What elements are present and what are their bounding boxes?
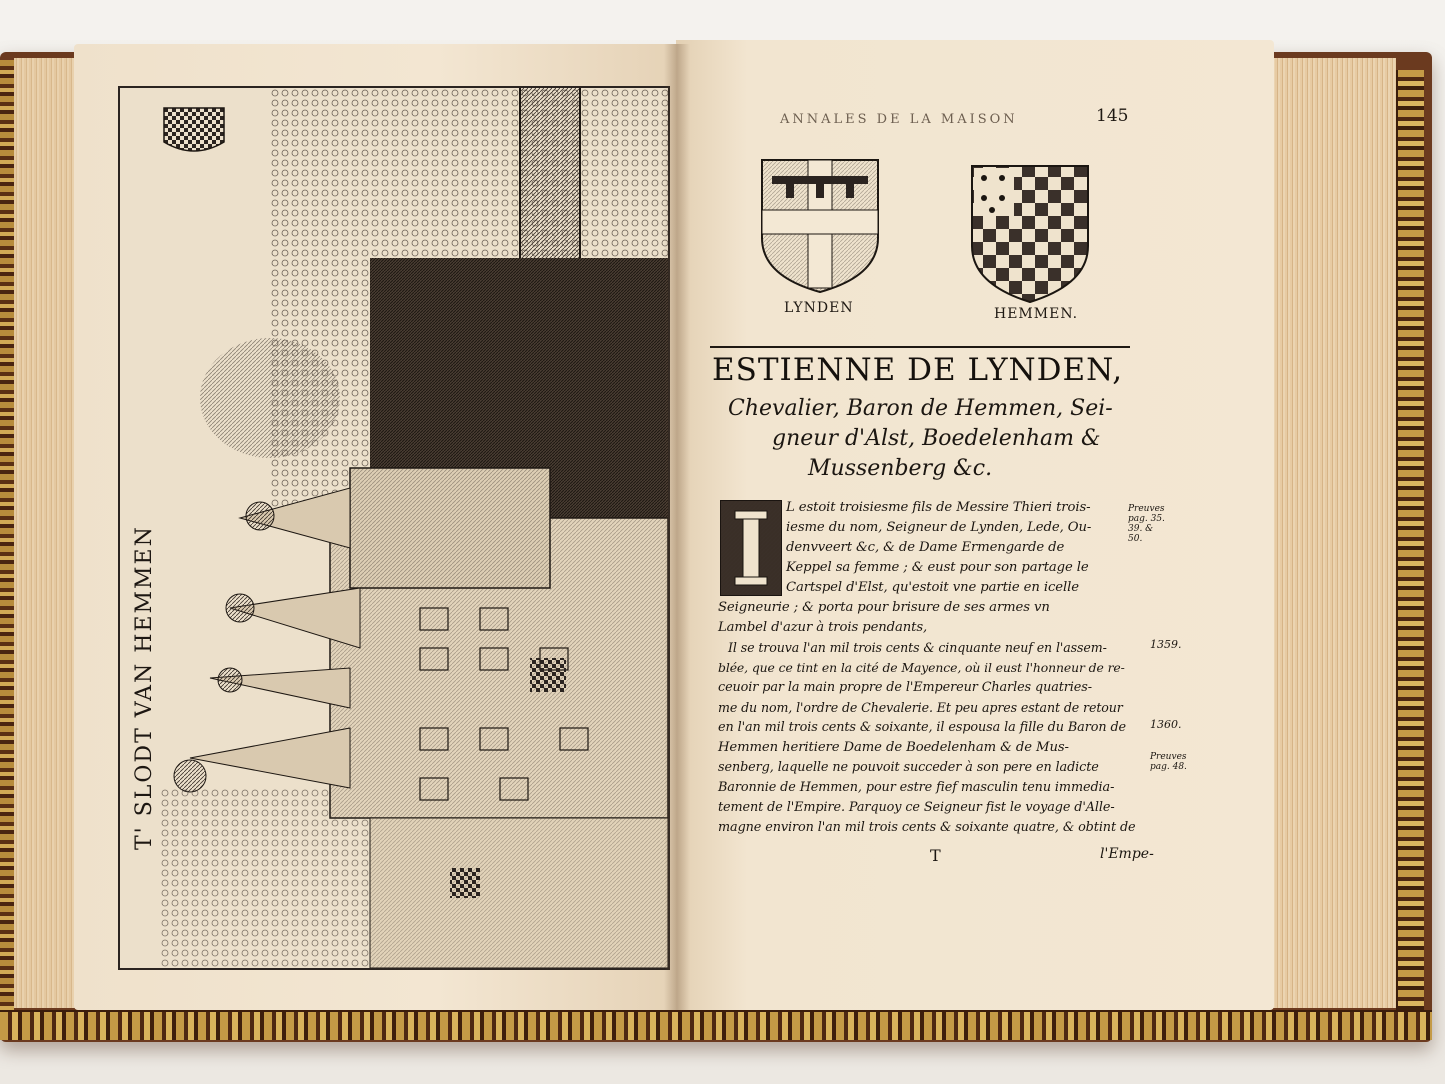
body-line: Il se trouva l'an mil trois cents & cinquante neuf en l'assem- [728,640,1107,655]
margin-note: Preuves pag. 48. [1150,752,1187,772]
running-head: ANNALES DE LA MAISON [780,112,1018,127]
subheading-line-2: gneur d'Alst, Boedelenham & [772,426,1101,451]
hemmen-shield [970,164,1090,304]
body-line: tement de l'Empire. Parquoy ce Seigneur fist le voyage d'Alle- [718,800,1115,815]
body-line: en l'an mil trois cents & soixante, il espousa la fille du Baron de [718,720,1127,735]
body-line: iesme du nom, Seigneur de Lynden, Lede, Ou- [786,520,1092,535]
body-line: denvveert &c, & de Dame Ermengarde de [786,540,1065,555]
page-number: 145 [1096,106,1129,126]
shield-label-lynden: LYNDEN [784,300,854,316]
engraving-title: T' SLODT VAN HEMMEN [132,525,157,850]
section-heading: ESTIENNE DE LYNDEN, [712,352,1124,388]
body-line: me du nom, l'ordre de Chevalerie. Et peu apres estant de retour [718,700,1123,715]
castle-engraving [118,86,670,970]
body-line: Keppel sa femme ; & eust pour son partage le [786,560,1089,575]
body-line: ceuoir par la main propre de l'Empereur Charles quatries- [718,680,1092,695]
gilt-border-left [0,60,14,1020]
body-line: magne environ l'an mil trois cents & soixante quatre, & obtint de [718,820,1136,835]
book-gutter [664,44,690,1010]
margin-note: 1359. [1150,638,1182,651]
subheading-line-1: Chevalier, Baron de Hemmen, Sei- [728,396,1113,421]
shield-label-hemmen: HEMMEN. [994,306,1079,322]
body-line: Hemmen heritiere Dame de Boedelenham & de Mus- [718,740,1069,755]
margin-note: Preuves pag. 35. 39. & 50. [1128,504,1165,544]
signature-mark: T [930,846,941,865]
body-line: Cartspel d'Elst, qu'estoit vne partie en icelle [786,580,1079,595]
gilt-border-right [1396,70,1424,1030]
gilt-border-bottom [0,1010,1432,1040]
lynden-shield [760,158,880,294]
heading-rule [710,346,1130,348]
body-line: Lambel d'azur à trois pendants, [718,620,928,635]
body-line: Baronnie de Hemmen, pour estre fief masculin tenu immedia- [718,780,1115,795]
decorated-initial [720,500,782,596]
body-line: blée, que ce tint en la cité de Mayence, où il eust l'honneur de re- [718,660,1125,675]
catchword: l'Empe- [1100,846,1154,862]
body-line: L estoit troisiesme fils de Messire Thieri trois- [786,500,1091,515]
subheading-line-3: Mussenberg &c. [808,456,993,481]
margin-note: 1360. [1150,718,1182,731]
body-line: senberg, laquelle ne pouvoit succeder à son pere en ladicte [718,760,1099,775]
body-line: Seigneurie ; & porta pour brisure de ses armes vn [718,600,1050,615]
